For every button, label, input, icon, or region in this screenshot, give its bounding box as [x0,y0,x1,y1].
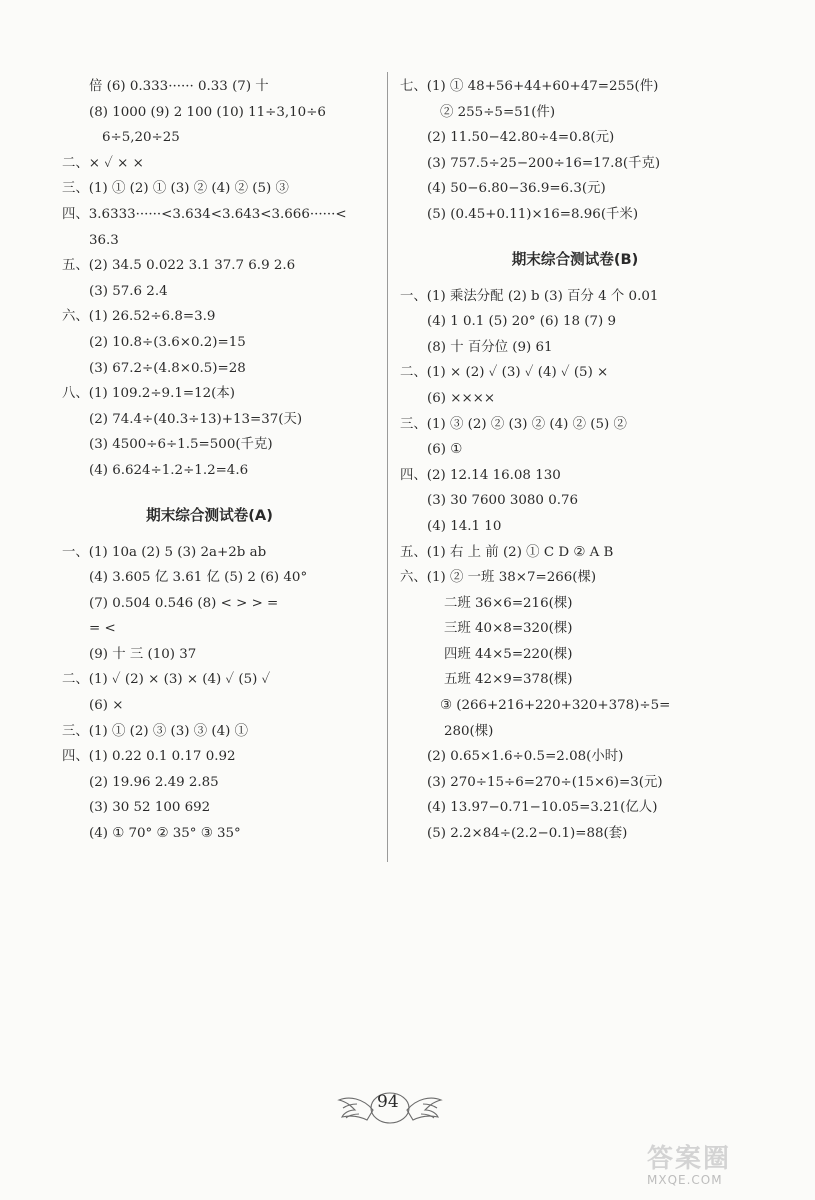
left-column [62,74,377,847]
answer-line: (6) × [89,698,124,714]
answer-line: 八、(1) 109.2÷9.1=12(本) [62,386,235,402]
answer-line: ③ (266+216+220+320+378)÷5= [440,698,671,714]
answer-line: 六、(1) 26.52÷6.8=3.9 [62,309,216,325]
answer-line: 四、(2) 12.14 16.08 130 [400,467,561,483]
answer-line: 三、(1) ① (2) ③ (3) ③ (4) ① [62,723,249,739]
watermark-title: 答案圈 [647,1144,732,1174]
answer-line: (3) 30 52 100 692 [89,800,211,816]
answer-line: (3) 757.5÷25−200÷16=17.8(千克) [427,155,661,171]
answer-line: 二、(1) × (2) ✓ (3) ✓ (4) ✓ (5) × [400,365,609,381]
watermark-url: MXQE.COM [647,1173,723,1187]
column-divider [387,72,388,862]
answer-line: (4) 50−6.80−36.9=6.3(元) [427,181,606,197]
answer-line: (5) 2.2×84÷(2.2−0.1)=88(套) [427,826,628,842]
answer-line: (2) 19.96 2.49 2.85 [89,774,219,790]
answer-line: (3) 4500÷6÷1.5=500(千克) [89,437,273,453]
answer-line: 6÷5,20÷25 [102,130,180,146]
answer-line: 三、(1) ① (2) ① (3) ② (4) ② (5) ③ [62,181,289,197]
right-top-answers [400,74,750,228]
page-number: 94 [377,1092,399,1112]
section-title-b: 期末综合测试卷(B) [511,250,639,268]
answer-line: 二、(1) ✓ (2) × (3) × (4) ✓ (5) ✓ [62,672,271,688]
answer-line: 七、(1) ① 48+56+44+60+47=255(件) [400,79,659,94]
answer-line: 36.3 [89,232,119,248]
answer-line: 四、3.6333······<3.634<3.643<3.666······< [62,206,347,222]
answer-line: 二班 36×6=216(棵) [444,595,573,611]
answer-line: (4) 1 0.1 (5) 20° (6) 18 (7) 9 [427,314,617,330]
answer-line: ② 255÷5=51(件) [440,104,556,120]
answer-line: (8) 1000 (9) 2 100 (10) 11÷3,10÷6 [89,104,326,120]
answer-line: (4) 14.1 10 [427,518,502,534]
watermark-logo [647,1138,797,1190]
answer-line: 五、(2) 34.5 0.022 3.1 37.7 6.9 2.6 [62,258,296,274]
answer-line: (5) (0.45+0.11)×16=8.96(千米) [427,206,639,222]
answer-line: 280(棵) [444,723,494,739]
answer-line: (8) 十 百分位 (9) 61 [427,339,553,355]
answer-line: (2) 74.4÷(40.3÷13)+13=37(天) [89,411,303,427]
answer-line: 二、× ✓ × × [62,155,144,171]
answer-line: = < [89,621,116,637]
answer-line: 五、(1) 右 上 前 (2) ① C D ② A B [400,544,614,560]
answer-line: (4) 6.624÷1.2÷1.2=4.6 [89,462,249,478]
answer-line: 一、(1) 乘法分配 (2) b (3) 百分 4 个 0.01 [400,288,659,304]
answer-line: (2) 11.50−42.80÷4=0.8(元) [427,130,615,146]
answer-line: 五班 42×9=378(棵) [444,672,573,688]
answer-line: 四、(1) 0.22 0.1 0.17 0.92 [62,749,236,765]
answer-line: (3) 67.2÷(4.8×0.5)=28 [89,360,246,376]
page-number-badge [335,1080,445,1140]
answer-line: (3) 270÷15÷6=270÷(15×6)=3(元) [427,774,663,790]
answer-line: (3) 57.6 2.4 [89,283,168,299]
section-a-answers [62,540,377,847]
answer-line: (2) 0.65×1.6÷0.5=2.08(小时) [427,749,624,765]
left-top-answers [62,74,377,484]
answer-line: 三、(1) ③ (2) ② (3) ② (4) ② (5) ② [400,416,627,432]
answer-line: (4) 13.97−0.71−10.05=3.21(亿人) [427,800,658,816]
answer-line: 四班 44×5=220(棵) [444,646,573,662]
answer-line: (6) ×××× [427,390,496,406]
answer-line: (4) ① 70° ② 35° ③ 35° [89,826,241,842]
right-column [400,74,750,847]
answer-line: (3) 30 7600 3080 0.76 [427,493,579,509]
answer-line: (9) 十 三 (10) 37 [89,646,197,662]
answer-line: (6) ① [427,442,463,458]
answer-line: (4) 3.605 亿 3.61 亿 (5) 2 (6) 40° [89,570,308,586]
answer-line: (2) 10.8÷(3.6×0.2)=15 [89,334,246,350]
section-b-answers [400,284,750,847]
answer-line: 倍 (6) 0.333······ 0.33 (7) 十 [89,79,269,94]
answer-line: 六、(1) ② 一班 38×7=266(棵) [400,570,597,586]
answer-line: 三班 40×8=320(棵) [444,621,573,637]
section-title-a: 期末综合测试卷(A) [146,506,273,524]
answer-line: (7) 0.504 0.546 (8) < > > = [89,595,279,611]
answer-line: 一、(1) 10a (2) 5 (3) 2a+2b ab [62,544,267,560]
